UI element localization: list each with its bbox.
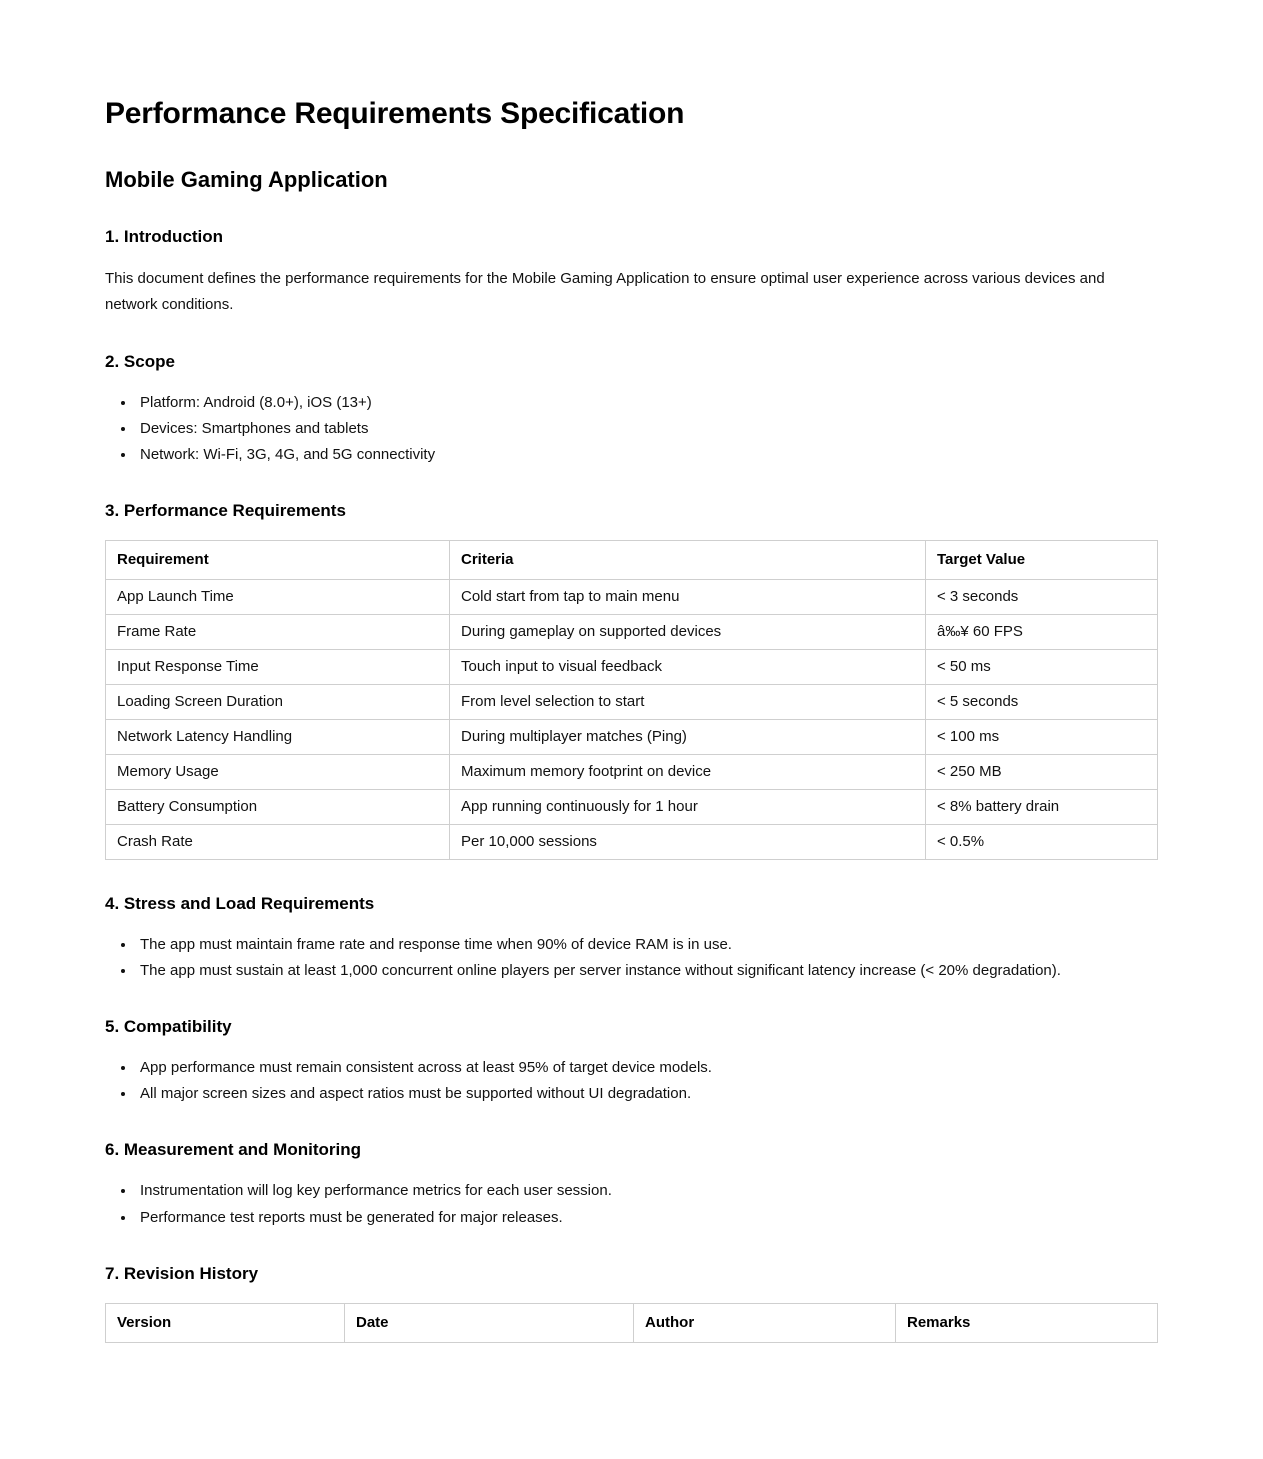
list-item: • The app must sustain at least 1,000 concurrent online players per server instance without significant latency increase (< 20% degradation). <box>136 958 1158 983</box>
section-heading-introduction: 1. Introduction <box>105 227 224 246</box>
table-cell: < 8% battery drain <box>926 790 1158 825</box>
table-cell: < 5 seconds <box>926 685 1158 720</box>
table-cell: Memory Usage <box>106 755 450 790</box>
table-cell: < 3 seconds <box>926 580 1158 615</box>
table-row <box>106 615 1158 650</box>
list-item: • Network: Wi-Fi, 3G, 4G, and 5G connectivity <box>136 442 1158 467</box>
table-cell: â‰¥ 60 FPS <box>926 615 1158 650</box>
page-title: Performance Requirements Specification <box>105 97 685 130</box>
table-cell: During gameplay on supported devices <box>450 615 926 650</box>
section-heading-revision-history: 7. Revision History <box>105 1263 259 1283</box>
table-cell: < 250 MB <box>926 755 1158 790</box>
list-item: • All major screen sizes and aspect ratios must be supported without UI degradation. <box>136 1081 1158 1106</box>
table-row <box>106 755 1158 790</box>
table-cell: Loading Screen Duration <box>106 685 450 720</box>
section-scope <box>105 351 1158 467</box>
table-cell: Touch input to visual feedback <box>450 650 926 685</box>
table-cell: Frame Rate <box>106 615 450 650</box>
document-content <box>105 95 1158 1343</box>
table-row <box>106 580 1158 615</box>
list-item: • Platform: Android (8.0+), iOS (13+) <box>136 390 1158 415</box>
section-compatibility <box>105 1016 1158 1106</box>
column-header: Remarks <box>896 1303 1158 1342</box>
list-item: • App performance must remain consistent across at least 95% of target device models. <box>136 1055 1158 1080</box>
table-cell: Input Response Time <box>106 650 450 685</box>
table-row <box>106 685 1158 720</box>
table-cell: During multiplayer matches (Ping) <box>450 720 926 755</box>
table-head <box>106 541 1158 580</box>
table-cell: < 0.5% <box>926 825 1158 860</box>
section-heading-measurement-and-monitoring: 6. Measurement and Monitoring <box>105 1140 361 1160</box>
table-head <box>106 1303 1158 1342</box>
performance-requirements-table <box>105 540 1158 860</box>
list-item: • Devices: Smartphones and tablets <box>136 416 1158 441</box>
section-introduction <box>105 226 1158 318</box>
table-cell: From level selection to start <box>450 685 926 720</box>
column-header: Author <box>634 1303 896 1342</box>
table-cell: Cold start from tap to main menu <box>450 580 926 615</box>
column-header: Version <box>106 1303 345 1342</box>
column-header: Target Value <box>926 541 1158 580</box>
list-item: • Performance test reports must be generated for major releases. <box>136 1205 1158 1230</box>
scope-list <box>105 390 1158 467</box>
table-cell: App running continuously for 1 hour <box>450 790 926 825</box>
table-body <box>106 580 1158 860</box>
section-heading-performance-requirements: 3. Performance Requirements <box>105 500 346 520</box>
section-revision-history <box>105 1263 1158 1343</box>
table-cell: App Launch Time <box>106 580 450 615</box>
table-row <box>106 825 1158 860</box>
table-header-row <box>106 541 1158 580</box>
table-row <box>106 650 1158 685</box>
column-header: Requirement <box>106 541 450 580</box>
list-item: • Instrumentation will log key performance metrics for each user session. <box>136 1178 1158 1203</box>
table-cell: < 50 ms <box>926 650 1158 685</box>
table-cell: Maximum memory footprint on device <box>450 755 926 790</box>
table-row <box>106 720 1158 755</box>
table-cell: Crash Rate <box>106 825 450 860</box>
table-cell: Battery Consumption <box>106 790 450 825</box>
introduction-paragraph: This document defines the performance requirements for the Mobile Gaming Application to ensure optimal user experience across various devices and network conditions. <box>105 270 1105 313</box>
section-heading-stress-and-load: 4. Stress and Load Requirements <box>105 894 375 914</box>
section-heading-scope: 2. Scope <box>105 351 175 371</box>
compatibility-list <box>105 1055 1158 1106</box>
document-subtitle: Mobile Gaming Application <box>105 166 388 192</box>
measurement-and-monitoring-list <box>105 1178 1158 1229</box>
stress-and-load-list <box>105 932 1158 983</box>
section-measurement-and-monitoring <box>105 1139 1158 1229</box>
revision-history-table <box>105 1303 1158 1343</box>
section-stress-and-load <box>105 893 1158 983</box>
table-header-row <box>106 1303 1158 1342</box>
table-cell: < 100 ms <box>926 720 1158 755</box>
column-header: Criteria <box>450 541 926 580</box>
column-header: Date <box>345 1303 634 1342</box>
list-item: • The app must maintain frame rate and response time when 90% of device RAM is in use. <box>136 932 1158 957</box>
section-heading-compatibility: 5. Compatibility <box>105 1017 232 1037</box>
section-performance-requirements <box>105 500 1158 860</box>
table-row <box>106 790 1158 825</box>
table-cell: Per 10,000 sessions <box>450 825 926 860</box>
table-cell: Network Latency Handling <box>106 720 450 755</box>
